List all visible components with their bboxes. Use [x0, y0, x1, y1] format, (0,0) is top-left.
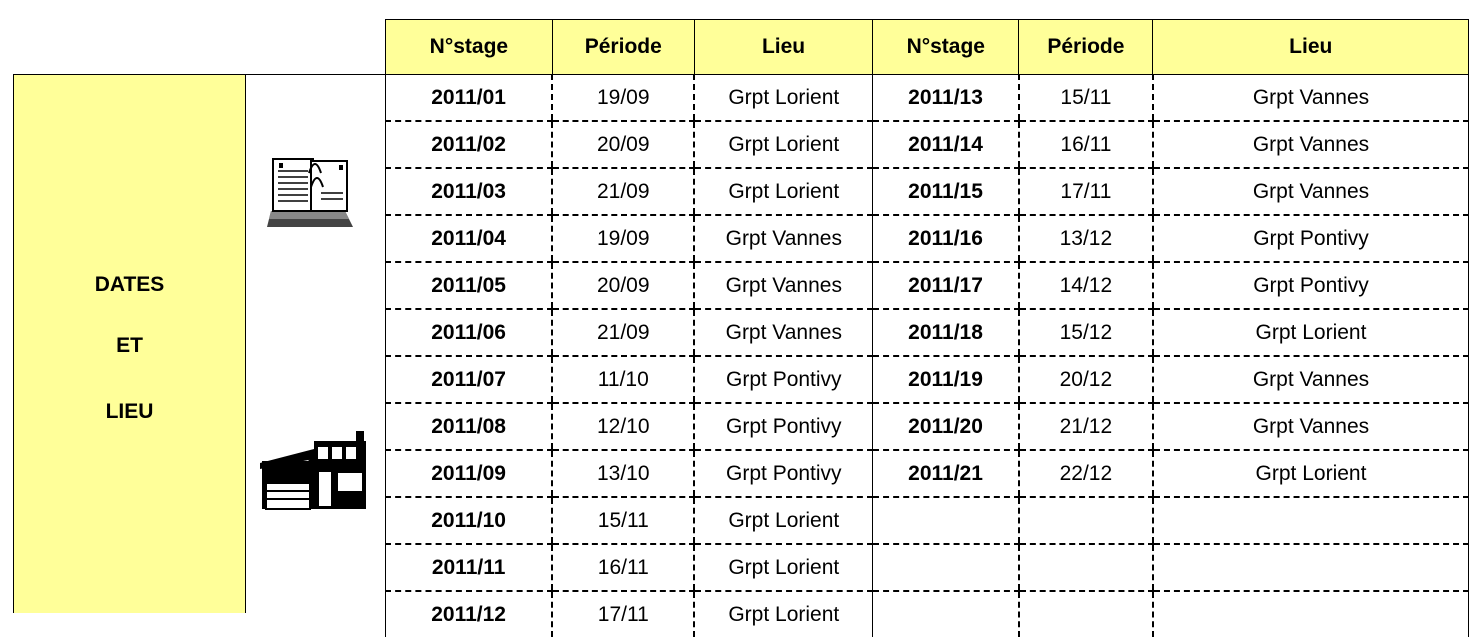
table-row	[386, 591, 1469, 637]
stage-number-cell: 2011/06	[386, 309, 553, 356]
label-line-lieu: LIEU	[105, 400, 154, 423]
stage-number-2-cell: 2011/17	[873, 262, 1019, 309]
periode-cell: 19/09	[552, 215, 694, 262]
periode-cell: 20/09	[552, 121, 694, 168]
stage-number-2-cell: 2011/21	[873, 450, 1019, 497]
table-row	[386, 356, 1469, 403]
periode-cell: 11/10	[552, 356, 694, 403]
stage-number-2-cell: 2011/14	[873, 121, 1019, 168]
stage-number-cell: 2011/02	[386, 121, 553, 168]
header-stage-2: N°stage	[873, 20, 1019, 75]
periode-cell: 12/10	[552, 403, 694, 450]
periode-cell: 16/11	[552, 544, 694, 591]
periode-2-cell: 14/12	[1019, 262, 1153, 309]
stage-number-cell: 2011/05	[386, 262, 553, 309]
stage-number-2-cell: 2011/18	[873, 309, 1019, 356]
lieu-2-cell: Grpt Vannes	[1153, 403, 1469, 450]
stage-number-2-cell: 2011/20	[873, 403, 1019, 450]
header-row	[386, 20, 1469, 75]
lieu-cell: Grpt Lorient	[694, 168, 872, 215]
lieu-cell: Grpt Pontivy	[694, 450, 872, 497]
stages-table	[385, 19, 1469, 637]
header-periode-2: Période	[1019, 20, 1153, 75]
lieu-2-cell: Grpt Lorient	[1153, 309, 1469, 356]
desk-calendar-icon	[265, 153, 355, 233]
stage-number-2-cell	[873, 497, 1019, 544]
house-icon	[260, 431, 370, 511]
stage-number-cell: 2011/07	[386, 356, 553, 403]
stage-number-2-cell	[873, 544, 1019, 591]
lieu-2-cell: Grpt Vannes	[1153, 168, 1469, 215]
stage-number-cell: 2011/11	[386, 544, 553, 591]
stage-number-cell: 2011/12	[386, 591, 553, 637]
stage-number-2-cell	[873, 591, 1019, 637]
lieu-cell: Grpt Vannes	[694, 215, 872, 262]
periode-cell: 17/11	[552, 591, 694, 637]
periode-2-cell: 17/11	[1019, 168, 1153, 215]
periode-2-cell: 13/12	[1019, 215, 1153, 262]
icon-column	[246, 74, 385, 613]
stage-number-cell: 2011/08	[386, 403, 553, 450]
lieu-2-cell	[1153, 497, 1469, 544]
periode-cell: 21/09	[552, 168, 694, 215]
lieu-cell: Grpt Lorient	[694, 121, 872, 168]
stage-number-cell: 2011/09	[386, 450, 553, 497]
lieu-cell: Grpt Pontivy	[694, 403, 872, 450]
table-row	[386, 450, 1469, 497]
periode-2-cell: 20/12	[1019, 356, 1153, 403]
table-row	[386, 215, 1469, 262]
table-row	[386, 262, 1469, 309]
lieu-2-cell: Grpt Pontivy	[1153, 262, 1469, 309]
lieu-cell: Grpt Lorient	[694, 544, 872, 591]
table-row	[386, 75, 1469, 122]
periode-2-cell	[1019, 591, 1153, 637]
stage-number-2-cell: 2011/13	[873, 75, 1019, 122]
lieu-cell: Grpt Pontivy	[694, 356, 872, 403]
lieu-2-cell: Grpt Vannes	[1153, 75, 1469, 122]
table-row	[386, 121, 1469, 168]
periode-cell: 19/09	[552, 75, 694, 122]
periode-cell: 20/09	[552, 262, 694, 309]
periode-cell: 13/10	[552, 450, 694, 497]
table-row	[386, 168, 1469, 215]
header-lieu-2: Lieu	[1153, 20, 1469, 75]
stage-number-cell: 2011/01	[386, 75, 553, 122]
stage-number-2-cell: 2011/16	[873, 215, 1019, 262]
stage-number-2-cell: 2011/19	[873, 356, 1019, 403]
dates-et-lieu-label	[13, 74, 246, 613]
table-row	[386, 544, 1469, 591]
label-line-et: ET	[116, 334, 143, 357]
lieu-cell: Grpt Lorient	[694, 497, 872, 544]
lieu-cell: Grpt Vannes	[694, 262, 872, 309]
lieu-2-cell	[1153, 591, 1469, 637]
lieu-2-cell: Grpt Vannes	[1153, 121, 1469, 168]
stage-number-2-cell: 2011/15	[873, 168, 1019, 215]
periode-2-cell: 15/12	[1019, 309, 1153, 356]
table-row	[386, 309, 1469, 356]
stage-number-cell: 2011/03	[386, 168, 553, 215]
periode-cell: 15/11	[552, 497, 694, 544]
periode-cell: 21/09	[552, 309, 694, 356]
lieu-2-cell: Grpt Vannes	[1153, 356, 1469, 403]
header-stage-1: N°stage	[386, 20, 553, 75]
lieu-2-cell	[1153, 544, 1469, 591]
table-row	[386, 497, 1469, 544]
periode-2-cell: 15/11	[1019, 75, 1153, 122]
lieu-cell: Grpt Lorient	[694, 591, 872, 637]
periode-2-cell: 22/12	[1019, 450, 1153, 497]
stage-number-cell: 2011/04	[386, 215, 553, 262]
periode-2-cell: 16/11	[1019, 121, 1153, 168]
lieu-cell: Grpt Lorient	[694, 75, 872, 122]
table-row	[386, 403, 1469, 450]
header-lieu-1: Lieu	[694, 20, 872, 75]
header-periode-1: Période	[552, 20, 694, 75]
periode-2-cell: 21/12	[1019, 403, 1153, 450]
lieu-2-cell: Grpt Lorient	[1153, 450, 1469, 497]
lieu-cell: Grpt Vannes	[694, 309, 872, 356]
periode-2-cell	[1019, 497, 1153, 544]
label-line-dates: DATES	[94, 273, 165, 296]
stage-number-cell: 2011/10	[386, 497, 553, 544]
lieu-2-cell: Grpt Pontivy	[1153, 215, 1469, 262]
periode-2-cell	[1019, 544, 1153, 591]
